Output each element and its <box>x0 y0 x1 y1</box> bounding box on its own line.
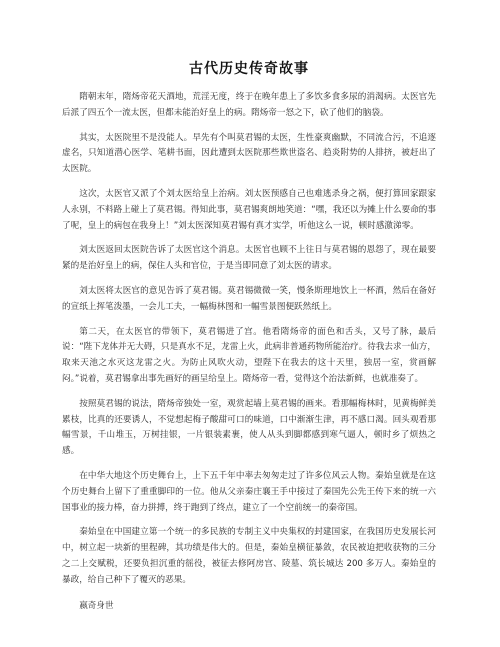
paragraph-3: 这次，太医官又派了个刘太医给皇上治病。刘太医预感自己也难逃杀身之祸，便打算回家跟家人永别，不料路上碰上了莫君锡。得知此事，莫君锡爽朗地笑道：“嘿，我还以为摊上什么要命的事了呢，皇上的病包在我身上！”刘太医深知莫君锡有真才实学，听他这么一说，顿时感激涕零。 <box>62 188 436 231</box>
author-line: 嬴奇身世 <box>79 600 114 611</box>
paragraph-1: 隋朝末年，隋炀帝花天酒地，荒淫无度，终于在晚年患上了多饮多食多尿的消渴病。太医官先后派了四五个一流太医，但都未能治好皇上的病。隋炀帝一怒之下，砍了他们的脑袋。 <box>62 92 436 118</box>
paragraph-5: 刘太医将太医官的意见告诉了莫君锡。莫君锡微微一笑，慢条斯理地饮上一杯酒，然后在备好的宣纸上挥笔泼墨，一会儿工夫，一幅梅林图和一幅雪景图便跃然纸上。 <box>62 285 436 312</box>
document-title: 古代历史传奇故事 <box>189 61 309 77</box>
paragraph-4: 刘太医返回太医院告诉了太医官这个消息。太医官也顾不上往日与莫君锡的恩怨了，现在最要紧的是治好皇上的病，保住人头和官位，于是当即同意了刘太医的请求。 <box>62 245 436 272</box>
paragraph-7: 按照莫君锡的说法，隋炀帝独处一室，观赏起墙上莫君锡的画来。看那幅梅林时，见黄梅鲜美累枝，比真的还要诱人，不觉想起梅子酸甜可口的味道，口中渐渐生津，再不感口渴。回头观看那幅雪景，千山堆玉，万树挂银，一片银装素裹，使人从头到脚都感到寒气逼人，顿时乡了烦热之感。 <box>62 398 436 457</box>
paragraph-8: 在中华大地这个历史舞台上，上下五千年中率去匆匆走过了许多位风云人物。秦始皇就是在这个历史舞台上留下了重重脚印的一位。他从父亲秦庄襄王手中接过了秦国先公先王传下来的统一六国事业的接力棒，奋力拼搏，终于跑到了终点，建立了一个空前统一的秦帝国。 <box>62 470 436 513</box>
paragraph-6: 第二天，在太医官的带领下，莫君锡进了宫。他看隋炀帝的面色和舌头，又号了脉，最后说：“陛下龙体并无大碍，只是真水不足，龙雷上火，此病非普通药物所能治疗。待我去求一仙方，取来天池之水灭这龙雷之火。为防止风吹火动，望陛下在我去的这十天里，独居一室，赏画解闷。”说着，莫君锡拿出事先画好的画呈给皇上。隋炀帝一看，觉得这个治法新鲜，也就准奏了。 <box>62 326 436 384</box>
paragraph-2: 其实，太医院里不是没能人。早先有个叫莫君锡的太医，生性豪爽幽默，不同流合污，不追逐虚名，只知道潜心医学、笔耕书面，因此遭到太医院那些欺世盗名、趋炎附势的人排挤，被赶出了太医院。 <box>62 132 436 175</box>
paragraph-9: 秦始皇在中国建立第一个统一的多民族的专制主义中央集权的封建国家，在我国历史发展长河中，树立起一块新的里程碑，其功绩是伟大的。但是，秦始皇横征暴敛，农民被迫把收获物的三分之二上交赋税，还要负担沉重的徭役，被征去修阿房宫、陵墓、筑长城达 200 多万人。秦始皇的暴政，给自己种下了覆灭的恶果。 <box>62 527 436 585</box>
